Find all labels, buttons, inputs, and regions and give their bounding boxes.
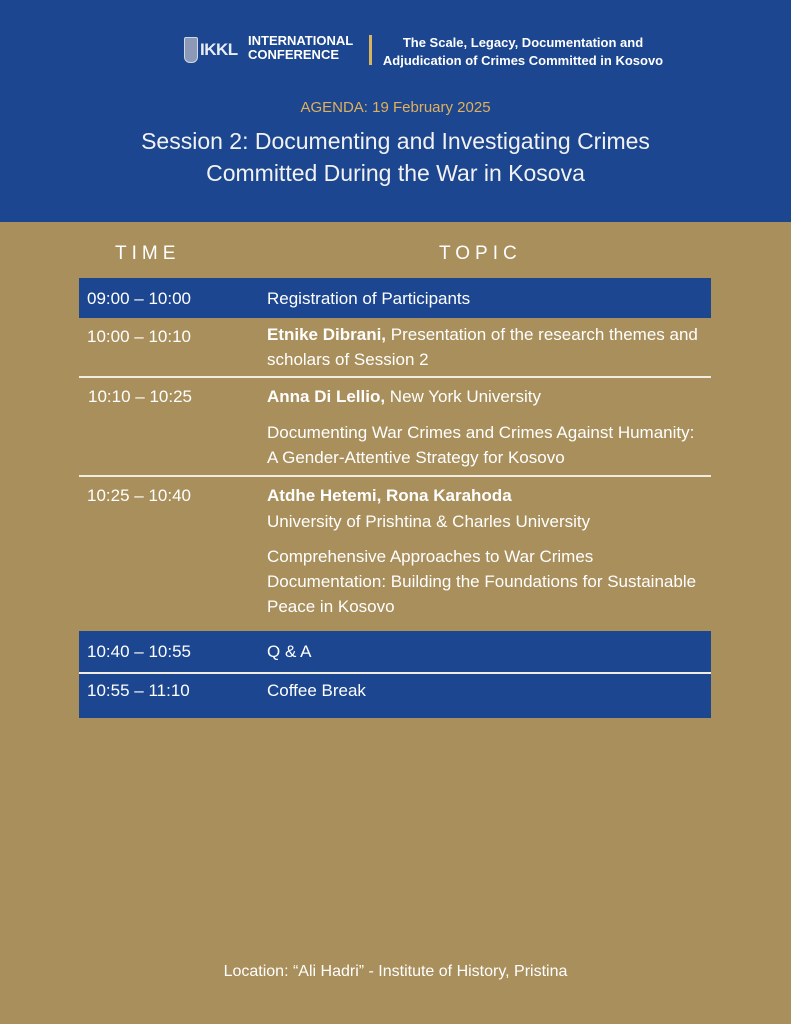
agenda-row [79, 278, 711, 318]
row-topic: Documenting War Crimes and Crimes Against Humanity: A Gender-Attentive Strategy for Kosovo [267, 423, 695, 467]
agenda-row [79, 674, 711, 718]
conference-title-line: The Scale, Legacy, Documentation and [402, 35, 644, 50]
agenda-row [79, 631, 711, 672]
session-title [0, 125, 791, 189]
row-time: 10:25 – 10:40 [87, 486, 191, 505]
row-affiliation: University of Prishtina & Charles University [267, 512, 591, 531]
row-topic: Coffee Break [267, 681, 366, 700]
conference-title [378, 34, 668, 70]
agenda-row [79, 383, 711, 473]
conference-label-line: INTERNATIONAL [248, 33, 354, 48]
row-speaker: Anna Di Lellio, [267, 387, 386, 406]
row-time: 10:00 – 10:10 [87, 327, 191, 346]
row-time: 10:55 – 11:10 [87, 681, 190, 700]
row-speaker-line [267, 384, 707, 409]
row-time: 10:40 – 10:55 [87, 642, 191, 661]
row-separator [79, 376, 711, 378]
location: Location: “Ali Hadri” - Institute of History, Pristina [223, 963, 568, 980]
row-speaker: Atdhe Hetemi, Rona Karahoda [267, 486, 512, 505]
ikkl-logo [184, 37, 238, 63]
row-topic: Comprehensive Approaches to War Crimes Documentation: Building the Foundations for Sustainable Peace in Kosovo [267, 547, 697, 616]
row-time: 10:10 – 10:25 [88, 387, 192, 406]
row-time: 09:00 – 10:00 [87, 289, 191, 308]
session-title-line: Committed During the War in Kosova [206, 160, 585, 186]
topic-column-header: TOPIC [439, 243, 522, 264]
row-topic: Q & A [267, 642, 312, 661]
logo-text: IKKL [200, 40, 238, 59]
row-separator [79, 475, 711, 477]
conference-label-line: CONFERENCE [248, 47, 340, 62]
row-speaker: Etnike Dibrani, [267, 325, 387, 344]
conference-title-line: Adjudication of Crimes Committed in Kosovo [382, 53, 664, 68]
crest-icon [184, 37, 198, 63]
divider [369, 35, 372, 65]
row-topic-text: Presentation of the research themes and scholars of Session 2 [267, 325, 698, 369]
session-title-line: Session 2: Documenting and Investigating Crimes [141, 128, 650, 154]
header-banner [0, 0, 791, 222]
row-topic: Registration of Participants [267, 289, 471, 308]
agenda-date: AGENDA: 19 February 2025 [300, 99, 491, 116]
agenda-row [79, 483, 711, 623]
row-affiliation: New York University [385, 387, 541, 406]
time-column-header: TIME [115, 243, 181, 264]
agenda-row [79, 322, 711, 376]
conference-label [248, 34, 353, 62]
row-topic [267, 322, 707, 372]
